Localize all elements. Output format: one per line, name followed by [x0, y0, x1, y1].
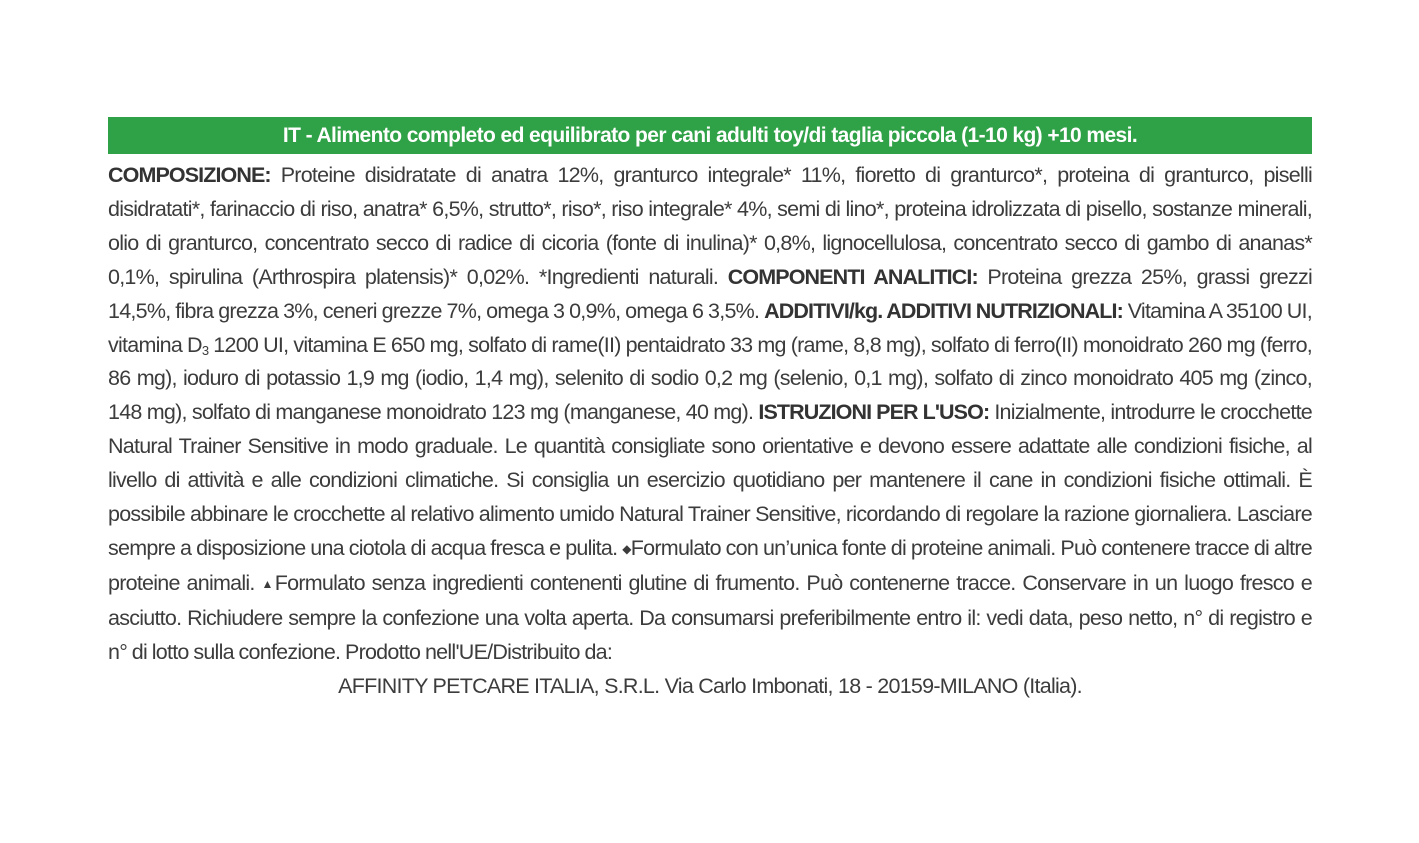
- composition-heading: COMPOSIZIONE:: [108, 163, 271, 187]
- instructions-text-part1: Inizialmente, introdurre le crocchette Natural Trainer Sensitive in modo graduale. Le quantità consigliate sono orientative e devono essere adattate alle condizioni fisiche, al livello di attività e alle condizioni climatiche. Si consiglia un esercizio quotidiano per mantenere il cane in condizioni fisiche ottimali. È possibile abbinare le crocchette al relativo alimento umido Natural Trainer Sensitive, ricordando di regolare la razione giornaliera. Lasciare sempre a disposizione una ciotola di acqua fresca e pulita.: [108, 400, 1312, 560]
- additives-heading: ADDITIVI/kg. ADDITIVI NUTRIZIONALI:: [764, 298, 1123, 323]
- triangle-symbol-icon: ▲: [261, 576, 275, 591]
- distributor-address: AFFINITY PETCARE ITALIA, S.R.L. Via Carlo Imbonati, 18 - 20159-MILANO (Italia).: [338, 673, 1082, 698]
- label-header-title: IT - Alimento completo ed equilibrato per cani adulti toy/di taglia piccola (1-10 kg) +10 mesi.: [108, 117, 1312, 154]
- diamond-symbol-icon: ◆: [622, 541, 631, 556]
- product-label: [108, 117, 1312, 704]
- vitamin-d-subscript: 3: [201, 342, 209, 358]
- analytical-text: Proteina grezza 25%, grassi grezzi 14,5%, fibra grezza 3%, ceneri grezze 7%, omega 3 0,9%, omega 6 3,5%.: [108, 264, 1313, 323]
- additives-text-part1: Vitamina A 35100 UI, vitamina D: [108, 298, 1312, 357]
- additives-text-part2: 1200 UI, vitamina E 650 mg, solfato di rame(II) pentaidrato 33 mg (rame, 8,8 mg), solfato di ferro(II) monoidrato 260 mg (ferro, 86 mg), ioduro di potassio 1,9 mg (iodio, 1,4 mg), selenito di sodio 0,2 mg (selenio, 0,1 mg), solfato di zinco monoidrato 405 mg (zinco, 148 mg), solfato di manganese monoidrato 123 mg (manganese, 40 mg).: [108, 332, 1312, 425]
- analytical-heading: COMPONENTI ANALITICI:: [727, 264, 978, 289]
- instructions-text-part3: Formulato senza ingredienti contenenti glutine di frumento. Può contenerne tracce. Conservare in un luogo fresco e asciutto. Richiudere sempre la confezione una volta aperta. Da consumarsi preferibilmente entro il: vedi data, peso netto, n° di registro e n° di lotto sulla confezione. Prodotto nell'UE/Distribuito da:: [108, 570, 1312, 664]
- instructions-heading: ISTRUZIONI PER L'USO:: [758, 400, 990, 425]
- label-body-text: [108, 159, 1312, 670]
- composition-text: Proteine disidratate di anatra 12%, granturco integrale* 11%, fioretto di granturco*, proteina di granturco, piselli disidratati*, farinaccio di riso, anatra* 6,5%, strutto*, riso*, riso integrale* 4%, semi di lino*, proteina idrolizzata di pisello, sostanze minerali, olio di granturco, concentrato secco di radice di cicoria (fonte di inulina)* 0,8%, lignocellulosa, concentrato secco di gambo di ananas* 0,1%, spirulina (Arthrospira platensis)* 0,02%. *Ingredienti naturali.: [108, 163, 1312, 289]
- instructions-text-part2: Formulato con un’unica fonte di proteine animali. Può contenere tracce di altre proteine animali.: [108, 535, 1312, 595]
